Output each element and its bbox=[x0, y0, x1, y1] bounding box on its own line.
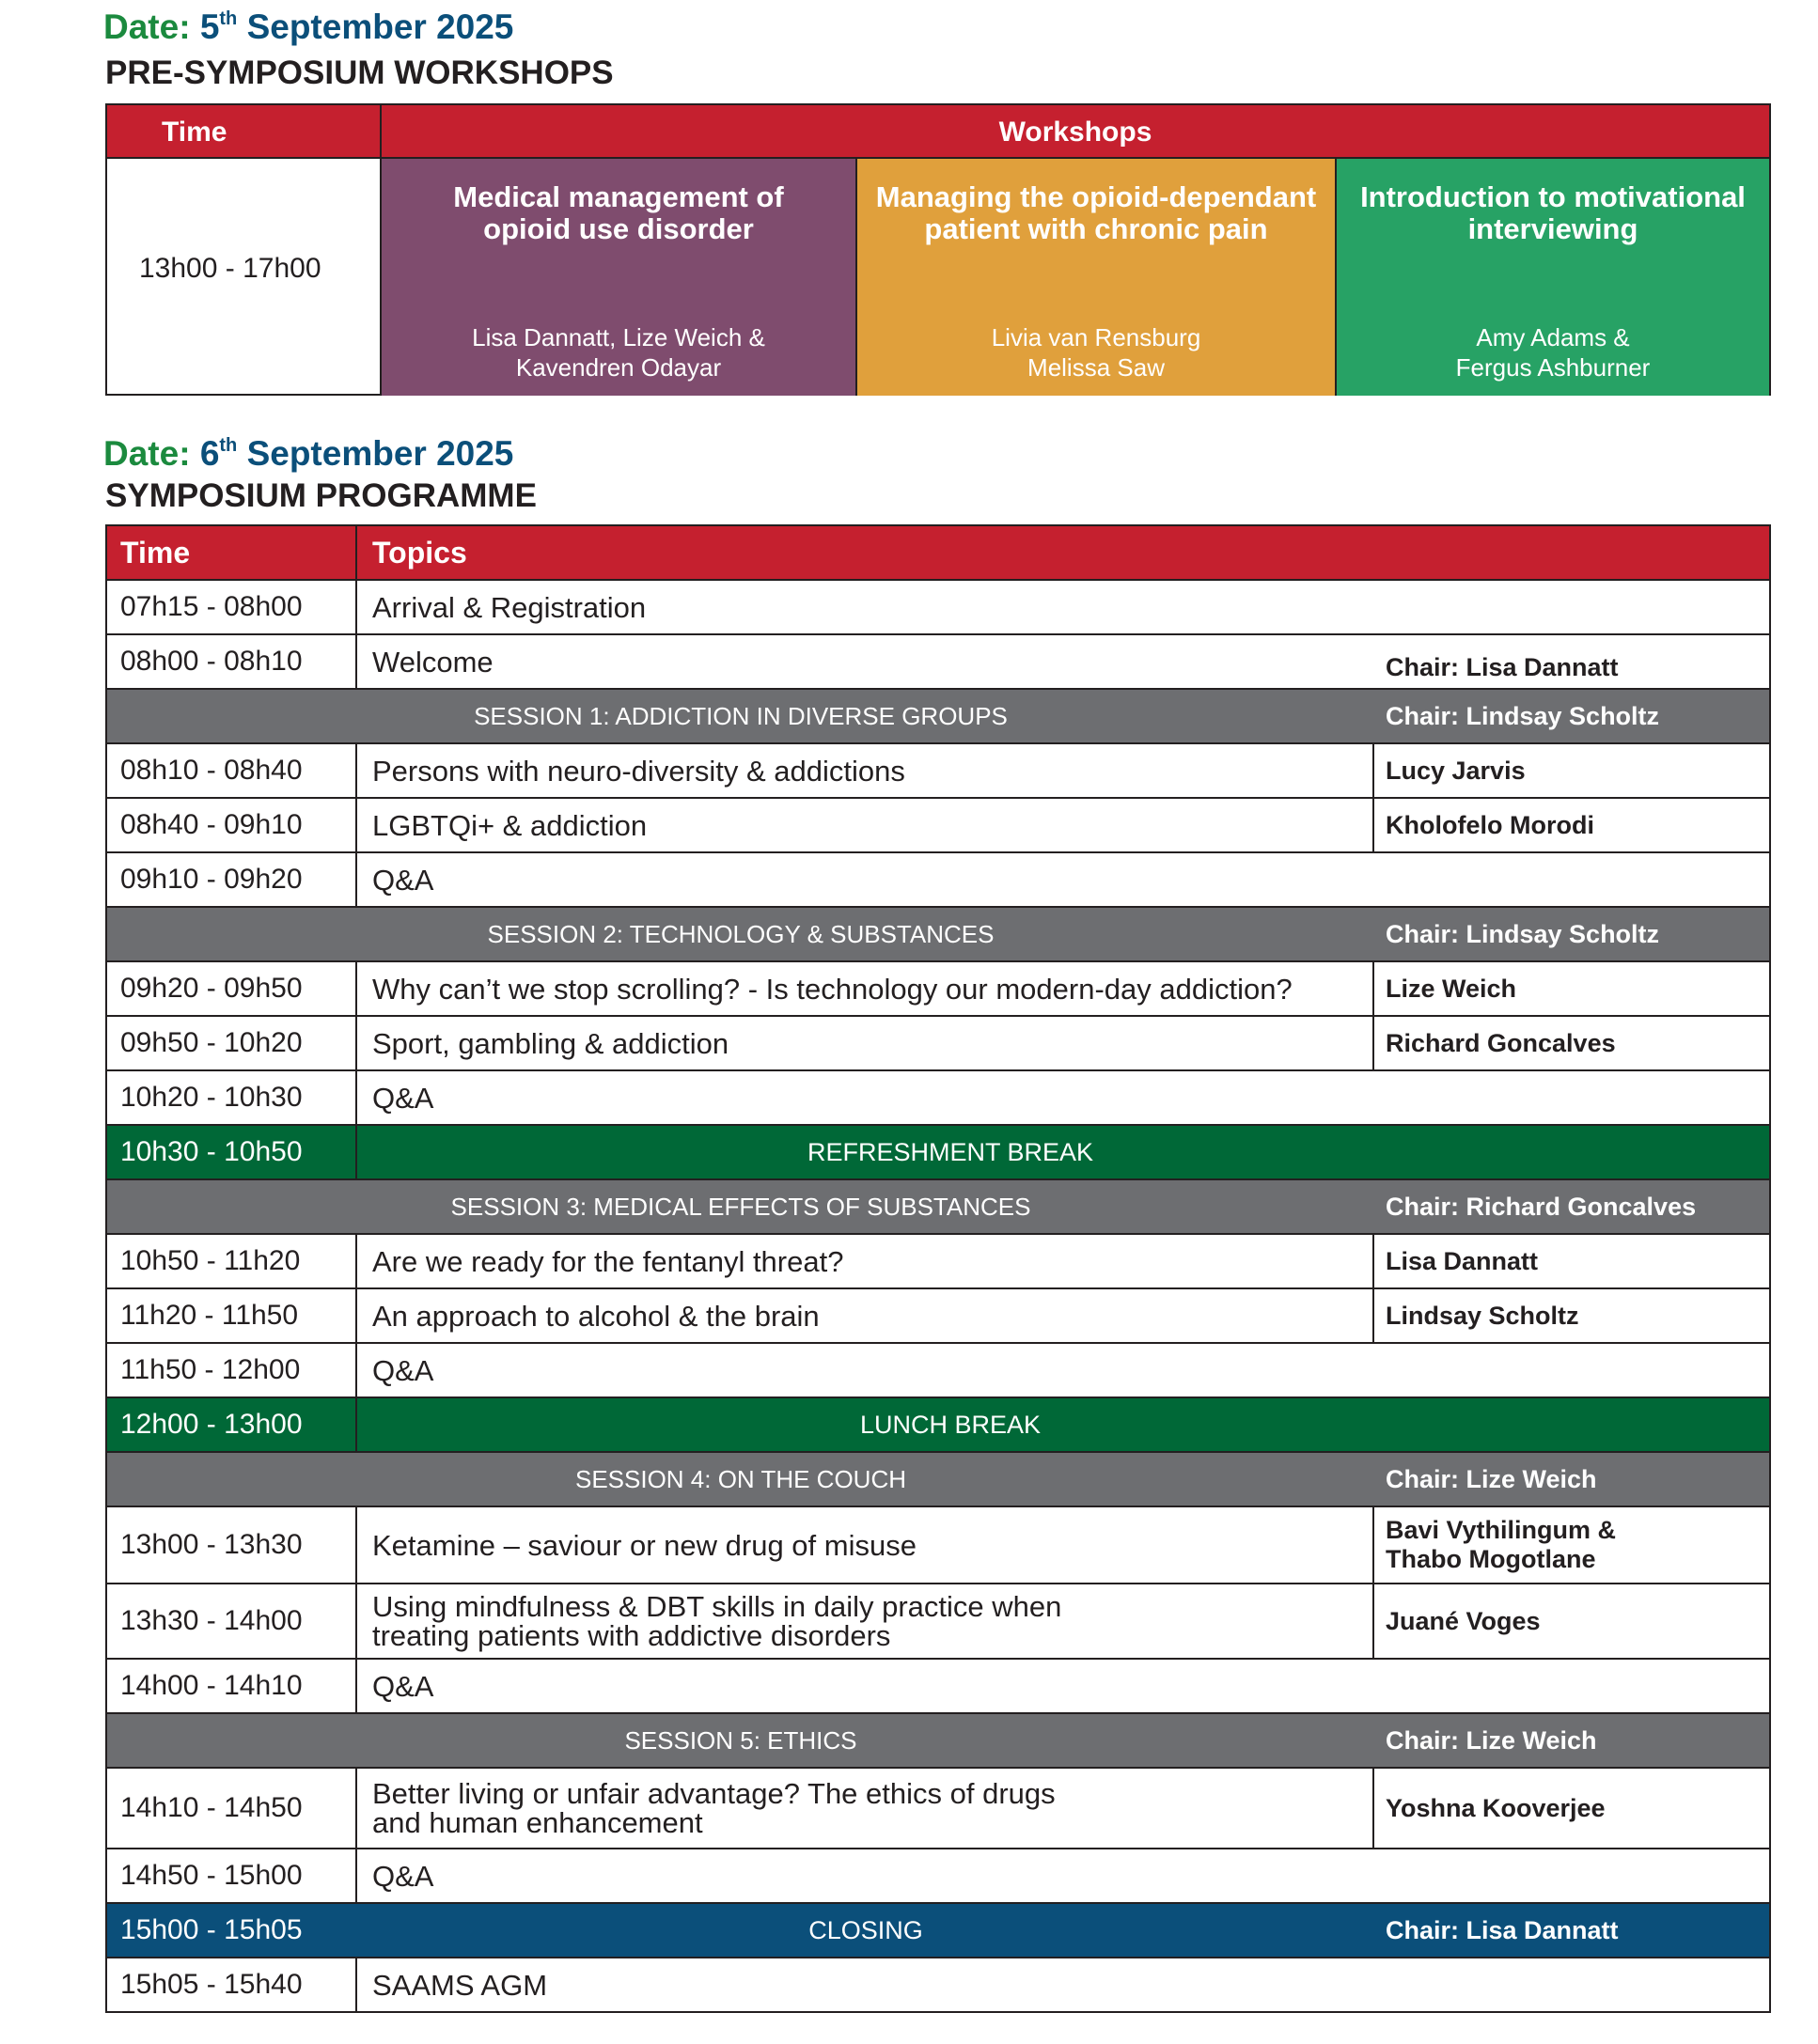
row-topic: Q&A bbox=[372, 863, 434, 897]
programme-row bbox=[107, 1769, 1769, 1849]
day2-date-suffix: th bbox=[219, 435, 238, 456]
row-time: 11h20 - 11h50 bbox=[107, 1289, 357, 1342]
row-time: 14h10 - 14h50 bbox=[107, 1769, 357, 1848]
programme-row bbox=[107, 962, 1769, 1017]
session-title: SESSION 3: MEDICAL EFFECTS OF SUBSTANCES bbox=[450, 1192, 1031, 1221]
programme-row bbox=[107, 581, 1769, 635]
day2-date bbox=[103, 434, 513, 474]
row-time: 10h30 - 10h50 bbox=[107, 1126, 357, 1178]
closing-chair: Chair: Lisa Dannatt bbox=[1386, 1915, 1619, 1944]
workshop-table bbox=[105, 103, 1771, 396]
programme-row bbox=[107, 1071, 1769, 1126]
programme-header-time: Time bbox=[107, 526, 357, 579]
workshop-time: 13h00 - 17h00 bbox=[139, 253, 321, 284]
row-speaker: Yoshna Kooverjee bbox=[1386, 1793, 1606, 1822]
day1-date-rest: September 2025 bbox=[246, 8, 514, 46]
row-time: 10h20 - 10h30 bbox=[107, 1071, 357, 1124]
session-chair: Chair: Lindsay Scholtz bbox=[1386, 919, 1660, 948]
programme-table bbox=[105, 524, 1771, 2013]
break-label: LUNCH BREAK bbox=[859, 1410, 1042, 1439]
workshop-card bbox=[1337, 159, 1769, 396]
day1-date-label: Date: bbox=[103, 8, 191, 46]
break-row bbox=[107, 1126, 1769, 1180]
programme-row bbox=[107, 1660, 1769, 1714]
programme-header-row bbox=[107, 526, 1769, 581]
workshop-time-cell bbox=[107, 159, 382, 396]
session-chair: Chair: Lize Weich bbox=[1386, 1725, 1597, 1755]
workshop-presenters: Amy Adams & Fergus Ashburner bbox=[1455, 323, 1651, 382]
programme-row bbox=[107, 635, 1769, 690]
row-time: 07h15 - 08h00 bbox=[107, 581, 357, 633]
session-title: SESSION 2: TECHNOLOGY & SUBSTANCES bbox=[487, 919, 995, 948]
programme-row bbox=[107, 1235, 1769, 1289]
session-title: SESSION 5: ETHICS bbox=[624, 1725, 857, 1755]
row-topic: Are we ready for the fentanyl threat? bbox=[357, 1235, 1374, 1287]
row-topic: Q&A bbox=[372, 1081, 434, 1115]
row-topic: An approach to alcohol & the brain bbox=[357, 1289, 1374, 1342]
closing-label: CLOSING bbox=[808, 1915, 923, 1944]
row-time: 08h00 - 08h10 bbox=[107, 635, 357, 688]
workshop-title: Introduction to motivational interviewing bbox=[1360, 180, 1746, 245]
day2-date-rest: September 2025 bbox=[246, 434, 514, 473]
workshop-card bbox=[857, 159, 1337, 396]
workshop-presenters: Livia van Rensburg Melissa Saw bbox=[991, 323, 1201, 382]
session-row bbox=[107, 908, 1769, 962]
row-speaker: Lize Weich bbox=[1386, 974, 1517, 1003]
row-topic: Persons with neuro-diversity & addictions bbox=[357, 744, 1374, 797]
programme-row bbox=[107, 1344, 1769, 1398]
programme-row bbox=[107, 853, 1769, 908]
row-speaker: Kholofelo Morodi bbox=[1386, 810, 1594, 839]
session-chair: Chair: Lindsay Scholtz bbox=[1386, 701, 1660, 730]
day1-title: PRE-SYMPOSIUM WORKSHOPS bbox=[105, 55, 614, 91]
row-speaker: Juané Voges bbox=[1386, 1606, 1541, 1635]
row-topic: Sport, gambling & addiction bbox=[357, 1017, 1374, 1069]
row-time: 11h50 - 12h00 bbox=[107, 1344, 357, 1396]
session-row bbox=[107, 1714, 1769, 1769]
session-chair: Chair: Lize Weich bbox=[1386, 1464, 1597, 1493]
row-time: 08h40 - 09h10 bbox=[107, 799, 357, 851]
row-topic: Arrival & Registration bbox=[372, 590, 647, 624]
row-topic: Using mindfulness & DBT skills in daily practice when treating patients with addictive disorders bbox=[357, 1584, 1374, 1658]
row-time: 12h00 - 13h00 bbox=[107, 1398, 357, 1451]
programme-row bbox=[107, 1584, 1769, 1660]
row-topic: Ketamine – saviour or new drug of misuse bbox=[357, 1507, 1374, 1583]
programme-row bbox=[107, 744, 1769, 799]
workshop-title: Managing the opioid-dependant patient with chronic pain bbox=[875, 180, 1317, 245]
session-chair: Chair: Richard Goncalves bbox=[1386, 1192, 1697, 1221]
programme-row bbox=[107, 1958, 1769, 2013]
row-speaker: Bavi Vythilingum & Thabo Mogotlane bbox=[1386, 1516, 1617, 1573]
programme-row bbox=[107, 1507, 1769, 1584]
workshop-card bbox=[382, 159, 857, 396]
programme-row bbox=[107, 1017, 1769, 1071]
session-row bbox=[107, 690, 1769, 744]
programme-row bbox=[107, 799, 1769, 853]
row-time: 14h00 - 14h10 bbox=[107, 1660, 357, 1712]
programme-row bbox=[107, 1849, 1769, 1904]
row-time: 14h50 - 15h00 bbox=[107, 1849, 357, 1902]
row-time: 15h05 - 15h40 bbox=[107, 1958, 357, 2011]
row-time: 09h20 - 09h50 bbox=[107, 962, 357, 1015]
day2-title: SYMPOSIUM PROGRAMME bbox=[105, 477, 537, 514]
row-topic: Welcome bbox=[372, 645, 494, 679]
row-speaker: Richard Goncalves bbox=[1386, 1028, 1616, 1057]
row-chair: Chair: Lisa Dannatt bbox=[1386, 653, 1619, 681]
row-speaker: Lisa Dannatt bbox=[1386, 1246, 1539, 1275]
row-topic: Why can’t we stop scrolling? - Is technology our modern-day addiction? bbox=[357, 962, 1374, 1015]
session-title: SESSION 4: ON THE COUCH bbox=[574, 1464, 907, 1493]
break-label: REFRESHMENT BREAK bbox=[807, 1137, 1094, 1166]
session-row bbox=[107, 1453, 1769, 1507]
row-time: 09h50 - 10h20 bbox=[107, 1017, 357, 1069]
row-topic: Q&A bbox=[372, 1859, 434, 1893]
row-time: 13h30 - 14h00 bbox=[107, 1584, 357, 1658]
row-topic: LGBTQi+ & addiction bbox=[357, 799, 1374, 851]
row-topic: Q&A bbox=[372, 1669, 434, 1703]
day2-date-day: 6 bbox=[199, 434, 220, 473]
closing-row bbox=[107, 1904, 1769, 1958]
day1-date bbox=[103, 8, 513, 47]
row-topic: SAAMS AGM bbox=[372, 1968, 548, 2002]
programme-header-topics: Topics bbox=[372, 535, 467, 570]
row-speaker: Lucy Jarvis bbox=[1386, 756, 1526, 785]
session-row bbox=[107, 1180, 1769, 1235]
row-topic: Better living or unfair advantage? The ethics of drugs and human enhancement bbox=[357, 1769, 1374, 1848]
day1-date-day: 5 bbox=[199, 8, 220, 46]
row-time: 15h00 - 15h05 bbox=[120, 1914, 303, 1945]
row-time: 08h10 - 08h40 bbox=[107, 744, 357, 797]
day1-date-suffix: th bbox=[219, 8, 238, 29]
day2-date-label: Date: bbox=[103, 434, 191, 473]
row-time: 13h00 - 13h30 bbox=[107, 1507, 357, 1583]
workshop-header-time: Time bbox=[107, 105, 382, 159]
row-topic: Q&A bbox=[372, 1353, 434, 1387]
workshop-header-workshops: Workshops bbox=[382, 105, 1769, 159]
session-title: SESSION 1: ADDICTION IN DIVERSE GROUPS bbox=[474, 701, 1008, 730]
workshop-presenters: Lisa Dannatt, Lize Weich & Kavendren Odayar bbox=[472, 323, 765, 382]
programme-row bbox=[107, 1289, 1769, 1344]
break-row bbox=[107, 1398, 1769, 1453]
workshop-title: Medical management of opioid use disorder bbox=[453, 180, 784, 245]
row-speaker: Lindsay Scholtz bbox=[1386, 1301, 1579, 1330]
row-time: 10h50 - 11h20 bbox=[107, 1235, 357, 1287]
row-time: 09h10 - 09h20 bbox=[107, 853, 357, 906]
